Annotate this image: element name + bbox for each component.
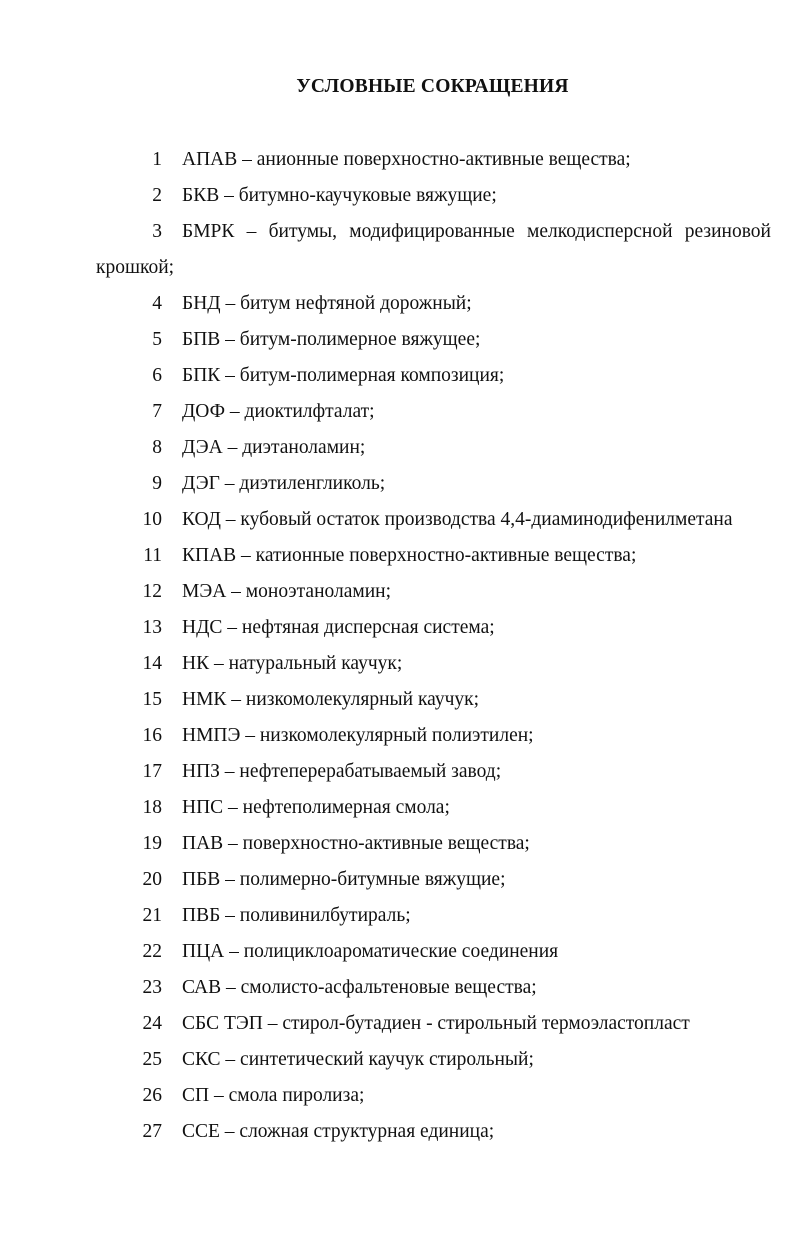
item-text: НМПЭ – низкомолекулярный полиэтилен; [182, 725, 534, 746]
list-item [0, 1120, 793, 1156]
item-text: БКВ – битумно-каучуковые вяжущие; [182, 185, 497, 206]
item-number: 20 [142, 869, 162, 890]
list-item [0, 328, 793, 364]
list-item [0, 796, 793, 832]
item-number: 12 [142, 581, 162, 602]
list-item [0, 1048, 793, 1084]
list-item [0, 688, 793, 724]
item-text: НДС – нефтяная дисперсная система; [182, 617, 495, 638]
item-number: 22 [142, 941, 162, 962]
list-item [0, 580, 793, 616]
item-text: АПАВ – анионные поверхностно-активные вещества; [182, 149, 631, 170]
item-number: 16 [142, 725, 162, 746]
item-text-line1: БМРК – битумы, модифицированные мелкодисперсной резиновой [182, 221, 771, 242]
list-item [0, 436, 793, 472]
item-text: ПЦА – полициклоароматические соединения [182, 941, 559, 962]
item-text: МЭА – моноэтаноламин; [182, 581, 392, 602]
list-item [0, 508, 793, 544]
item-number: 8 [152, 437, 162, 458]
item-number: 15 [142, 689, 162, 710]
list-item [0, 1012, 793, 1048]
item-number: 1 [152, 149, 162, 170]
list-item [0, 940, 793, 976]
item-text: БНД – битум нефтяной дорожный; [182, 293, 472, 314]
item-number: 19 [142, 833, 162, 854]
item-number: 25 [142, 1049, 162, 1070]
item-text: БПВ – битум-полимерное вяжущее; [182, 329, 481, 350]
item-number: 4 [152, 293, 162, 314]
item-number: 7 [152, 401, 162, 422]
item-number: 26 [142, 1085, 162, 1106]
item-text: НМК – низкомолекулярный каучук; [182, 689, 480, 710]
item-number: 24 [142, 1013, 162, 1034]
item-text: НК – натуральный каучук; [182, 653, 403, 674]
list-item [0, 1084, 793, 1120]
list-item [0, 220, 793, 292]
item-text: ПБВ – полимерно-битумные вяжущие; [182, 869, 506, 890]
list-item [0, 544, 793, 580]
list-item [0, 184, 793, 220]
item-text: ДЭА – диэтаноламин; [182, 437, 366, 458]
item-text: ДОФ – диоктилфталат; [182, 401, 375, 422]
list-item [0, 400, 793, 436]
item-number: 13 [142, 617, 162, 638]
item-text: ПАВ – поверхностно-активные вещества; [182, 833, 530, 854]
list-item [0, 832, 793, 868]
item-text: ДЭГ – диэтиленгликоль; [182, 473, 386, 494]
item-text: НПЗ – нефтеперерабатываемый завод; [182, 761, 502, 782]
list-item [0, 292, 793, 328]
item-number: 11 [143, 545, 162, 566]
item-number: 2 [152, 185, 162, 206]
list-item [0, 904, 793, 940]
item-number: 18 [142, 797, 162, 818]
item-number: 3 [152, 221, 162, 242]
list-item [0, 364, 793, 400]
item-number: 10 [142, 509, 162, 530]
list-item [0, 616, 793, 652]
item-number: 5 [152, 329, 162, 350]
list-item [0, 148, 793, 184]
list-item [0, 724, 793, 760]
item-number: 23 [142, 977, 162, 998]
item-text: САВ – смолисто-асфальтеновые вещества; [182, 977, 537, 998]
item-text: СП – смола пиролиза; [182, 1085, 365, 1106]
list-item [0, 868, 793, 904]
item-number: 14 [142, 653, 162, 674]
item-number: 17 [142, 761, 162, 782]
item-number: 27 [142, 1121, 162, 1142]
item-text: БПК – битум-полимерная композиция; [182, 365, 505, 386]
item-text: ССЕ – сложная структурная единица; [182, 1121, 495, 1142]
item-text: СБС ТЭП – стирол-бутадиен - стирольный термоэластопласт [182, 1013, 690, 1034]
item-text-line2: крошкой; [96, 257, 175, 278]
list-item [0, 760, 793, 796]
list-item [0, 472, 793, 508]
item-text: ПВБ – поливинилбутираль; [182, 905, 411, 926]
item-number: 9 [152, 473, 162, 494]
list-item [0, 652, 793, 688]
page-title: УСЛОВНЫЕ СОКРАЩЕНИЯ [296, 76, 569, 97]
item-text: КПАВ – катионные поверхностно-активные вещества; [182, 545, 637, 566]
item-text: НПС – нефтеполимерная смола; [182, 797, 450, 818]
item-text: КОД – кубовый остаток производства 4,4-диаминодифенилметана [182, 509, 733, 530]
item-number: 6 [152, 365, 162, 386]
list-item [0, 976, 793, 1012]
item-text: СКС – синтетический каучук стирольный; [182, 1049, 534, 1070]
item-number: 21 [142, 905, 162, 926]
abbreviations-list [0, 148, 793, 1156]
